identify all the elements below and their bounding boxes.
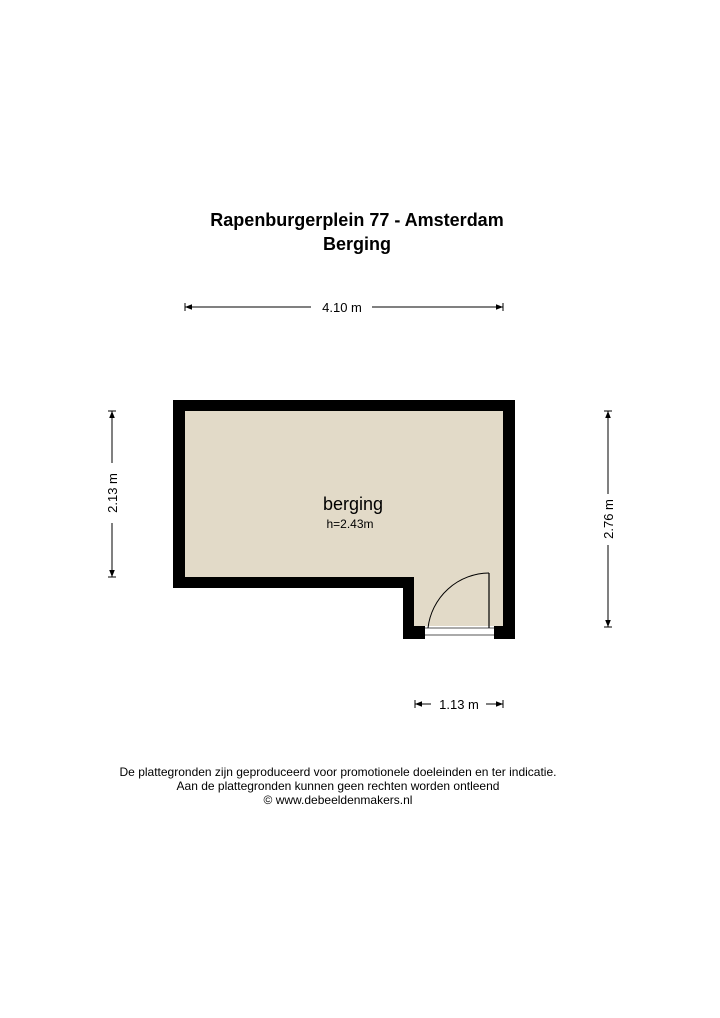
dimension-left-height: [105, 411, 120, 577]
disclaimer: [0, 765, 676, 807]
floor-title: Berging: [322, 234, 391, 254]
address-title: Rapenburgerplein 77 - Amsterdam: [210, 210, 504, 230]
dimension-top-width: [185, 300, 503, 315]
door-jamb-left: [414, 626, 425, 639]
room-name-label: berging: [322, 494, 384, 514]
dimension-top-width-label: 4.10 m: [322, 300, 362, 315]
room-height-label: h=2.43m: [326, 517, 374, 531]
dimension-left-height-label: 2.13 m: [105, 473, 120, 513]
disclaimer-line-2: Aan de plattegronden kunnen geen rechten worden ontleend: [176, 779, 500, 793]
dimension-right-height-label: 2.76 m: [601, 499, 616, 539]
door-jamb-right: [494, 626, 503, 639]
disclaimer-line-3: © www.debeeldenmakers.nl: [263, 793, 413, 807]
dimension-bottom-width-label: 1.13 m: [439, 697, 479, 712]
dimension-right-height: [601, 411, 616, 627]
disclaimer-line-1: De plattegronden zijn geproduceerd voor promotionele doeleinden en ter indicatie.: [119, 765, 557, 779]
dimension-bottom-width: [415, 697, 503, 712]
